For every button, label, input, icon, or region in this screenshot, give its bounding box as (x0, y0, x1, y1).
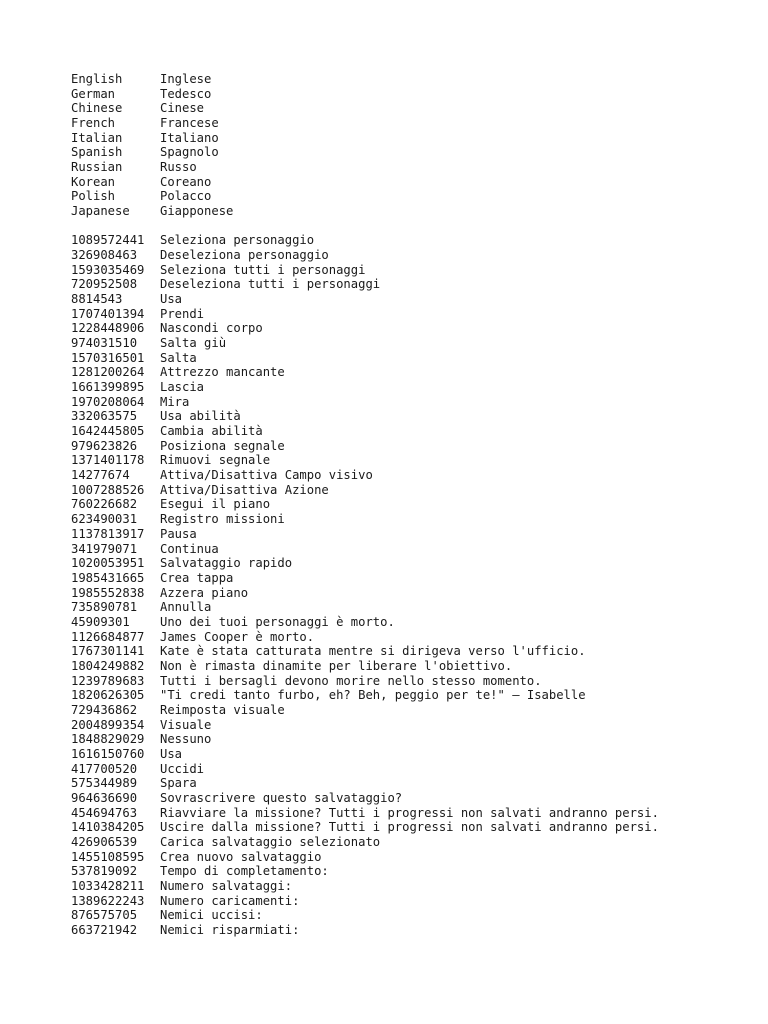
string-row-key: 1707401394 (71, 306, 145, 321)
string-row-key: 417700520 (71, 761, 138, 776)
string-row-key: 454694763 (71, 805, 138, 820)
string-row-key: 1410384205 (71, 820, 145, 835)
string-row (71, 233, 758, 248)
string-row (71, 556, 758, 571)
string-row-key: 1371401178 (71, 453, 145, 468)
string-row-value: Numero salvataggi: (160, 878, 293, 893)
language-row-value: Francese (160, 116, 219, 131)
language-row-value: Italiano (160, 130, 219, 145)
string-row-key: 1033428211 (71, 878, 145, 893)
language-table (71, 72, 758, 219)
language-row-value: Cinese (160, 101, 205, 116)
string-table (71, 233, 758, 937)
string-row-key: 8814543 (71, 292, 123, 307)
string-row-key: 1089572441 (71, 233, 145, 248)
language-row-key: Chinese (71, 101, 123, 116)
string-row (71, 791, 758, 806)
string-row-value: Uno dei tuoi personaggi è morto. (160, 614, 395, 629)
string-row-value: Prendi (160, 306, 205, 321)
string-row-key: 1970208064 (71, 394, 145, 409)
string-row-value: Tempo di completamento: (160, 864, 329, 879)
string-row-key: 341979071 (71, 541, 138, 556)
string-row-value: Deseleziona personaggio (160, 248, 329, 263)
string-row-value: Rimuovi segnale (160, 453, 271, 468)
string-row (71, 307, 758, 322)
string-row (71, 923, 758, 938)
string-row (71, 703, 758, 718)
string-row-key: 1281200264 (71, 365, 145, 380)
language-row (71, 160, 758, 175)
string-row-key: 1020053951 (71, 556, 145, 571)
string-row-key: 1126684877 (71, 629, 145, 644)
language-row-value: Tedesco (160, 86, 212, 101)
string-row-value: Usa (160, 292, 183, 307)
string-row-value: Cambia abilità (160, 424, 263, 439)
string-row-key: 1767301141 (71, 644, 145, 659)
section-gap (71, 219, 758, 234)
string-row-value: Attiva/Disattiva Azione (160, 482, 329, 497)
language-row (71, 145, 758, 160)
string-row-key: 1804249882 (71, 658, 145, 673)
string-row (71, 864, 758, 879)
string-row-key: 1455108595 (71, 849, 145, 864)
document-page (71, 72, 758, 938)
string-row-value: "Ti credi tanto furbo, eh? Beh, peggio per te!" – Isabelle (160, 688, 586, 703)
string-row-value: Azzera piano (160, 585, 249, 600)
language-row (71, 116, 758, 131)
string-row-value: Numero caricamenti: (160, 893, 300, 908)
string-row (71, 453, 758, 468)
string-row (71, 835, 758, 850)
string-row-key: 979623826 (71, 438, 138, 453)
string-row (71, 424, 758, 439)
string-row-value: Uccidi (160, 761, 205, 776)
language-row (71, 101, 758, 116)
string-row (71, 688, 758, 703)
language-row-key: Polish (71, 189, 116, 204)
language-row-key: Spanish (71, 145, 123, 160)
string-row-value: James Cooper è morto. (160, 629, 315, 644)
string-row (71, 879, 758, 894)
string-row-value: Nascondi corpo (160, 321, 263, 336)
string-row-value: Posiziona segnale (160, 438, 285, 453)
language-row-value: Polacco (160, 189, 212, 204)
string-row-key: 1642445805 (71, 424, 145, 439)
string-row-value: Spara (160, 776, 197, 791)
string-row (71, 527, 758, 542)
language-row (71, 175, 758, 190)
string-row (71, 850, 758, 865)
string-row-value: Nemici uccisi: (160, 908, 263, 923)
language-row-key: Japanese (71, 204, 130, 219)
string-row (71, 380, 758, 395)
string-row-value: Nessuno (160, 732, 212, 747)
string-row-key: 1570316501 (71, 350, 145, 365)
string-row (71, 321, 758, 336)
string-row (71, 894, 758, 909)
string-row (71, 630, 758, 645)
string-row-key: 1661399895 (71, 380, 145, 395)
string-row-value: Pausa (160, 526, 197, 541)
string-row (71, 718, 758, 733)
language-row (71, 72, 758, 87)
string-row (71, 615, 758, 630)
string-row-key: 1985552838 (71, 585, 145, 600)
string-row-value: Registro missioni (160, 512, 285, 527)
string-row-value: Attrezzo mancante (160, 365, 285, 380)
string-row-key: 1820626305 (71, 688, 145, 703)
string-row (71, 351, 758, 366)
string-row-value: Seleziona personaggio (160, 233, 315, 248)
string-row (71, 336, 758, 351)
language-row (71, 87, 758, 102)
string-row-key: 1985431665 (71, 570, 145, 585)
string-row-key: 663721942 (71, 922, 138, 937)
string-row-key: 332063575 (71, 409, 138, 424)
string-row (71, 395, 758, 410)
string-row-value: Crea tappa (160, 570, 234, 585)
string-row-key: 326908463 (71, 248, 138, 263)
language-row-key: Italian (71, 130, 123, 145)
string-row (71, 571, 758, 586)
string-row (71, 674, 758, 689)
string-row-value: Salta giù (160, 336, 227, 351)
string-row (71, 468, 758, 483)
language-row (71, 131, 758, 146)
string-row-value: Lascia (160, 380, 205, 395)
string-row-key: 1137813917 (71, 526, 145, 541)
string-row-value: Attiva/Disattiva Campo visivo (160, 468, 373, 483)
language-row-value: Inglese (160, 72, 212, 86)
string-row-key: 1007288526 (71, 482, 145, 497)
string-row-value: Seleziona tutti i personaggi (160, 262, 366, 277)
string-row (71, 776, 758, 791)
string-row (71, 908, 758, 923)
string-row-value: Nemici risparmiati: (160, 922, 300, 937)
string-row (71, 586, 758, 601)
string-row-key: 623490031 (71, 512, 138, 527)
string-row-key: 575344989 (71, 776, 138, 791)
string-row-key: 729436862 (71, 702, 138, 717)
string-row (71, 732, 758, 747)
string-row-key: 1239789683 (71, 673, 145, 688)
string-row-value: Sovrascrivere questo salvataggio? (160, 790, 403, 805)
string-row (71, 644, 758, 659)
string-row-key: 720952508 (71, 277, 138, 292)
language-row-value: Coreano (160, 174, 212, 189)
string-row-key: 974031510 (71, 336, 138, 351)
string-row-value: Riavviare la missione? Tutti i progressi non salvati andranno persi. (160, 805, 659, 820)
string-row-key: 964636690 (71, 790, 138, 805)
string-row (71, 439, 758, 454)
language-row-value: Giapponese (160, 204, 234, 219)
string-row (71, 292, 758, 307)
language-row-key: French (71, 116, 116, 131)
string-row-key: 537819092 (71, 864, 138, 879)
string-row-value: Usa (160, 746, 183, 761)
string-row-key: 426906539 (71, 834, 138, 849)
string-row (71, 762, 758, 777)
language-row-key: Korean (71, 174, 116, 189)
string-row-value: Salvataggio rapido (160, 556, 293, 571)
string-row-value: Reimposta visuale (160, 702, 285, 717)
language-row-value: Spagnolo (160, 145, 219, 160)
language-row-key: German (71, 86, 116, 101)
string-row-value: Esegui il piano (160, 497, 271, 512)
string-row (71, 409, 758, 424)
string-row-key: 2004899354 (71, 717, 145, 732)
string-row-value: Visuale (160, 717, 212, 732)
string-row-value: Non è rimasta dinamite per liberare l'obiettivo. (160, 658, 513, 673)
string-row (71, 497, 758, 512)
string-row-key: 735890781 (71, 600, 138, 615)
string-row-key: 1228448906 (71, 321, 145, 336)
language-row (71, 204, 758, 219)
string-row-value: Continua (160, 541, 219, 556)
string-row-key: 1616150760 (71, 746, 145, 761)
string-row-key: 1389622243 (71, 893, 145, 908)
string-row (71, 248, 758, 263)
string-row (71, 806, 758, 821)
string-row-value: Salta (160, 350, 197, 365)
string-row-value: Usa abilità (160, 409, 241, 424)
string-row-value: Carica salvataggio selezionato (160, 834, 381, 849)
string-row-key: 1593035469 (71, 262, 145, 277)
string-row-value: Mira (160, 394, 190, 409)
string-row-value: Kate è stata catturata mentre si dirigeva verso l'ufficio. (160, 644, 586, 659)
string-row (71, 659, 758, 674)
string-row (71, 512, 758, 527)
string-row-value: Crea nuovo salvataggio (160, 849, 322, 864)
string-row-value: Tutti i bersagli devono morire nello stesso momento. (160, 673, 542, 688)
string-row-value: Deseleziona tutti i personaggi (160, 277, 381, 292)
language-row-key: Russian (71, 160, 123, 175)
language-row (71, 189, 758, 204)
string-row-key: 14277674 (71, 468, 130, 483)
language-row-value: Russo (160, 160, 197, 175)
string-row-key: 45909301 (71, 614, 130, 629)
string-row (71, 263, 758, 278)
string-row (71, 600, 758, 615)
string-row-key: 876575705 (71, 908, 138, 923)
string-row (71, 365, 758, 380)
string-row (71, 483, 758, 498)
string-row-value: Annulla (160, 600, 212, 615)
string-row (71, 747, 758, 762)
string-row (71, 277, 758, 292)
string-row-key: 1848829029 (71, 732, 145, 747)
language-row-key: English (71, 72, 123, 86)
string-row (71, 542, 758, 557)
string-row (71, 820, 758, 835)
string-row-key: 760226682 (71, 497, 138, 512)
string-row-value: Uscire dalla missione? Tutti i progressi non salvati andranno persi. (160, 820, 659, 835)
